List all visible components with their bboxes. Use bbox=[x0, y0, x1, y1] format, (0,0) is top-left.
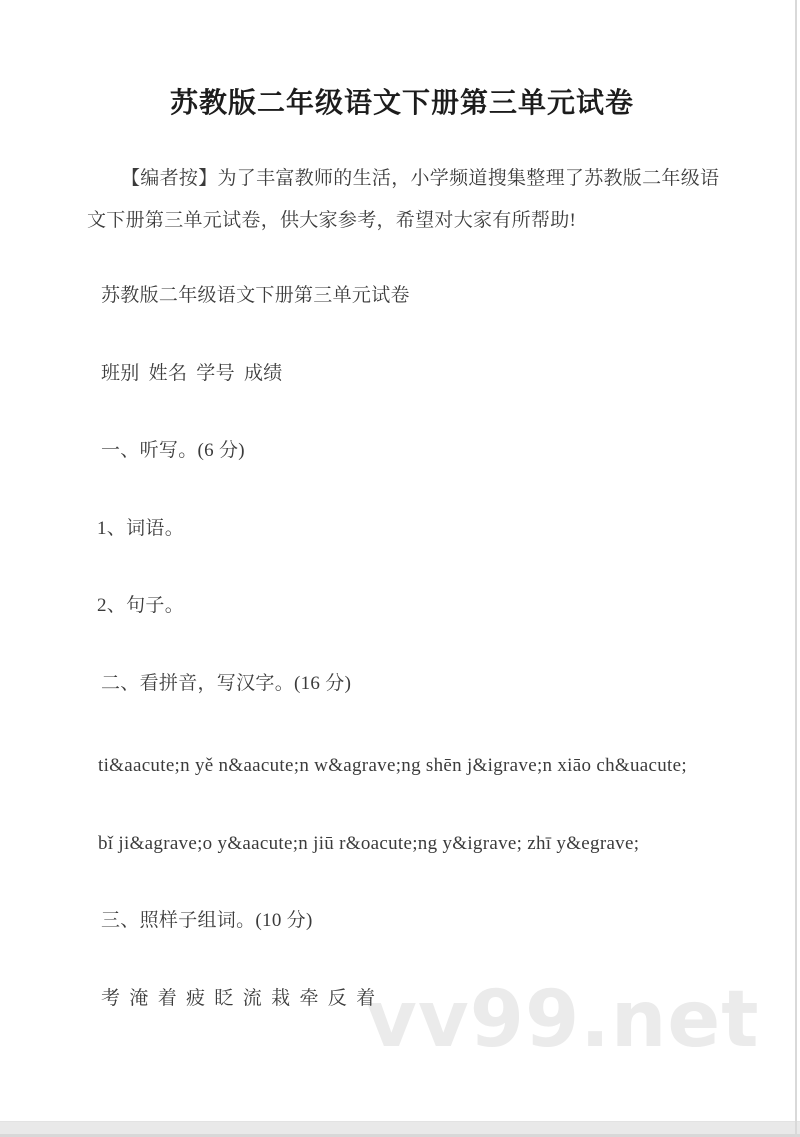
section-3-heading: 三、照样子组词。(10 分) bbox=[101, 910, 313, 931]
section-2-heading: 二、看拼音，写汉字。(16 分) bbox=[101, 673, 352, 694]
editor-note-line-1: 【编者按】为了丰富教师的生活，小学频道搜集整理了苏教版二年级语 bbox=[121, 168, 720, 189]
pinyin-line-1: ti&aacute;n yě n&aacute;n w&agrave;ng shēn j&igrave;n xiāo ch&uacute; bbox=[98, 755, 687, 776]
right-edge-divider bbox=[795, 0, 797, 1137]
section-1-heading: 一、听写。(6 分) bbox=[101, 440, 245, 461]
editor-note-line-2: 文下册第三单元试卷，供大家参考，希望对大家有所帮助! bbox=[87, 210, 577, 231]
pinyin-line-2: bǐ ji&agrave;o y&aacute;n jiū r&oacute;ng y&igrave; zhī y&egrave; bbox=[98, 833, 640, 854]
character-list-line: 考 淹 着 疲 眨 流 栽 牵 反 着 bbox=[101, 988, 376, 1009]
watermark: vv99.net bbox=[366, 975, 760, 1065]
section-1-item-1: 1、词语。 bbox=[97, 518, 185, 539]
subtitle-line: 苏教版二年级语文下册第三单元试卷 bbox=[101, 285, 410, 306]
bottom-bar bbox=[0, 1121, 800, 1137]
page-title: 苏教版二年级语文下册第三单元试卷 bbox=[169, 87, 634, 118]
section-1-item-2: 2、句子。 bbox=[97, 595, 185, 616]
student-info-line: 班别 姓名 学号 成绩 bbox=[101, 363, 283, 384]
